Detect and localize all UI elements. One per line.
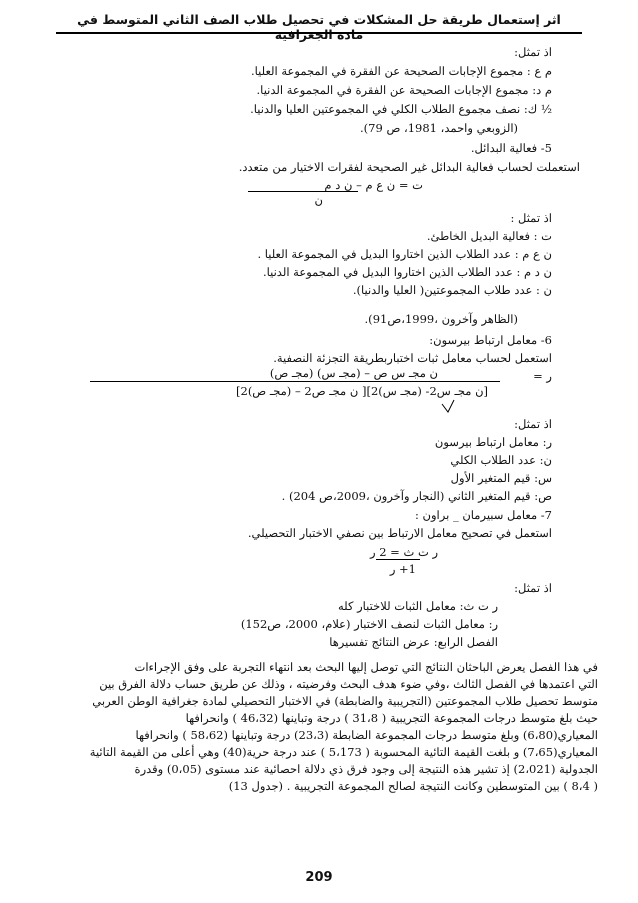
chapter-4-title: الفصل الرابع: عرض النتائج تفسيرها bbox=[329, 635, 498, 649]
def-t: ت : فعالية البديل الخاطئ. bbox=[426, 229, 552, 243]
section-7-heading: 7- معامل سبيرمان _ براون : bbox=[415, 508, 552, 522]
fraction-bar-r bbox=[90, 381, 500, 382]
para-line: المعياري(7،65) و بلغت القيمة التائية المحسوبة ( 5،173 ) عند درجة حرية(40) وهي أعلى من القيمة التائية bbox=[89, 745, 598, 759]
para-line: المعياري(6،80) وبلغ متوسط درجات المجموعة الضابطة (23،3) درجة وتباينها (58،62 ) وانحرافها bbox=[135, 728, 598, 742]
para-line: ( 8،4 ) بين المتوسطين وكانت النتيجة لصالح المجموعة التجريبية . (جدول 13) bbox=[228, 779, 598, 793]
section-5-text: استعملت لحساب فعالية البدائل غير الصحيحة لفقرات الاختيار من متعدد. bbox=[238, 160, 580, 174]
def-n: ن : عدد طلاب المجموعتين( العليا والدنيا). bbox=[352, 283, 552, 297]
def-n-total: ن: عدد الطلاب الكلي bbox=[450, 453, 552, 467]
page-number: 209 bbox=[305, 870, 333, 885]
section-6-heading: 6- معامل ارتباط بيرسون: bbox=[429, 333, 552, 347]
def-md: م د: مجموع الإجابات الصحيحة عن الفقرة في المجموعة الدنيا. bbox=[256, 83, 552, 97]
where-label-3: اذ تمثل: bbox=[514, 417, 552, 431]
formula-t-denominator: ن bbox=[314, 193, 323, 207]
def-ndm: ن د م : عدد الطلاب الذين اختاروا البديل في المجموعة الدنيا. bbox=[262, 265, 552, 279]
fraction-bar-t bbox=[248, 191, 358, 192]
results-paragraph bbox=[40, 659, 598, 795]
formula-r-lhs: ر = bbox=[533, 369, 552, 383]
formula-r-denominator: [ن مجـ س2- (مجـ س)2][ ن مجـ ص2 – (مجـ ص)2] bbox=[235, 384, 488, 398]
formula-t-numerator: ت = ن ع م – ن د م bbox=[324, 178, 423, 192]
where-label-4: اذ تمثل: bbox=[514, 581, 552, 595]
para-line: التي اعتمدها في الفصل الثالث ،وفي ضوء هدف البحث وفرضيته ، وذلك عن طريق حساب دلالة الفرق بين bbox=[99, 677, 598, 691]
def-r: ر: معامل ارتباط بيرسون bbox=[434, 435, 552, 449]
formula-spearman-numerator: ر ت ث = 2 ر bbox=[369, 545, 438, 559]
where-label: اذ تمثل: bbox=[514, 45, 552, 59]
para-line: حيث بلغ متوسط درجات المجموعة التجريبية ( 31،8 ) درجة وتباينها (46،32 ) وانحرافها bbox=[185, 711, 598, 725]
citation-thaher: (الظاهر وآخرون ،1999،ص91). bbox=[364, 312, 518, 326]
def-half-k: ½ ك: نصف مجموع الطلاب الكلي في المجموعتين العليا والدنيا. bbox=[250, 102, 552, 116]
def-r-half: ر: معامل الثبات لنصف الاختبار (علام، 2000، ص152) bbox=[240, 617, 498, 631]
running-header: اثر إستعمال طريقة حل المشكلات في تحصيل طلاب الصف الثاني المتوسط في مادة الجغرافية bbox=[77, 12, 561, 42]
def-num: ن ع م : عدد الطلاب الذين اختاروا البديل في المجموعة العليا . bbox=[257, 247, 552, 261]
para-line: الجدولية (2،021) إذ تشير هذه النتيجة إلى وجود فرق ذي دلالة احصائية عند مستوى (0،05) وقدرة bbox=[134, 762, 598, 776]
sqrt-sign bbox=[440, 398, 470, 414]
def-s: س: قيم المتغير الأول bbox=[450, 471, 552, 485]
formula-r-numerator: ن مجـ س ص – (مجـ س) (مجـ ص) bbox=[269, 366, 438, 380]
section-5-heading: 5- فعالية البدائل. bbox=[470, 141, 552, 155]
def-mu: م ع : مجموع الإجابات الصحيحة عن الفقرة في المجموعة العليا. bbox=[251, 64, 552, 78]
formula-spearman-denominator: 1+ ر bbox=[389, 562, 416, 576]
section-6-text: استعمل لحساب معامل ثبات اختباربطريقة التجزئة النصفية. bbox=[273, 351, 552, 365]
para-line: متوسط تحصيل طلاب المجموعتين (التجريبية والضابطة) في الاختبار التحصيلي لمادة جغرافية الوطن العربي bbox=[92, 694, 598, 708]
where-label-2: اذ تمثل : bbox=[510, 211, 552, 225]
header-rule bbox=[56, 32, 582, 34]
citation-zobaie: (الزوبعي واحمد، 1981، ص 79). bbox=[360, 121, 518, 135]
section-7-text: استعمل في تصحيح معامل الارتباط بين نصفي الاختبار التحصيلي. bbox=[247, 526, 552, 540]
def-sad: ص: قيم المتغير الثاني (النجار وآخرون ،2009،ص 204) . bbox=[281, 489, 552, 503]
para-line: في هذا الفصل يعرض الباحثان النتائج التي توصل إليها البحث بعد انتهاء التجربة على وفق الإجراءات bbox=[134, 660, 598, 674]
fraction-bar-spearman bbox=[376, 559, 420, 560]
def-rtth: ر ت ث: معامل الثبات للاختبار كله bbox=[338, 599, 498, 613]
